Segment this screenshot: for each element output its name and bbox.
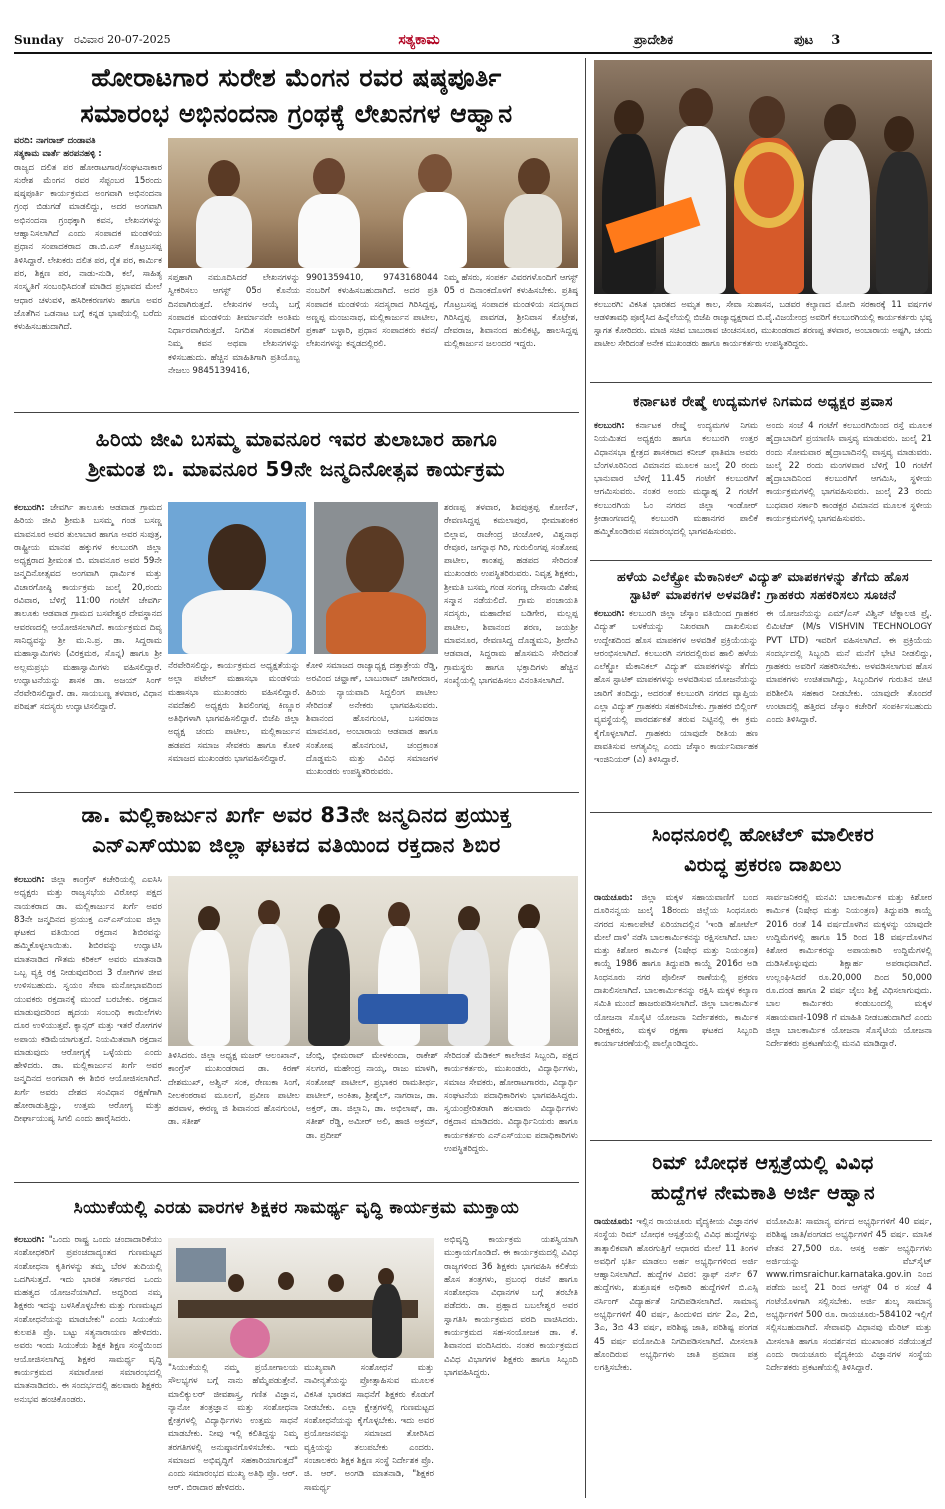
story4-rule <box>590 560 932 561</box>
masthead <box>14 28 932 52</box>
story4-headline: ಕರ್ನಾಟಕ ರೇಷ್ಮೆ ಉದ್ಯಮಗಳ ನಿಗಮದ ಅಧ್ಯಕ್ಷರ ಪ್ರವಾಸ <box>633 394 893 410</box>
story3-dateline: ಕಲಬುರಗಿ: <box>14 503 45 513</box>
story6-rule <box>14 1182 579 1183</box>
masthead-rule <box>14 52 932 54</box>
story6-dateline: ಕಲಬುರಗಿ: <box>14 875 45 885</box>
story2-caption: ಕಲಬುರಗಿ: ವಿಕಸಿತ ಭಾರತದ ಅಮೃತ ಕಾಲ, ಸೇವಾ ಸುಶಾಸನ, ಬಡವರ ಕಲ್ಯಾಣದ ಮೋದಿ ಸರಕಾರಕ್ಕೆ 11 ವರ್ಷಗಳ ಆಡಳಿತಾವಧಿ ಪೂರೈಸಿದ ಹಿನ್ನೆಲೆಯಲ್ಲಿ ಬಿಜೆಪಿ ರಾಜ್ಯಾಧ್ಯಕ್ಷರಾದ ಬಿ.ವೈ.ವಿಜಯೇಂದ್ರ ಅವರಿಗೆ ಕಲಬುರಗಿಯಲ್ಲಿ ಕಾರ್ಯಕರ್ತರು ಭವ್ಯ ಸ್ವಾಗತ ಕೋರಿದರು. ಮಾಜಿ ಸಚಿವ ಬಾಬುರಾವ ಚಿಂಚನಸೂರ, ಮುಖಂಡರಾದ ಶರಣಪ್ಪ ತಳವಾರ, ಅಂಬಾರಾಯ ಅಷ್ಟಗಿ, ಚಂದು ಪಾಟೀಲ ಸೇರಿದಂತೆ ಅನೇಕ ಮುಖಂಡರು ಹಾಗೂ ಕಾರ್ಯಕರ್ತರು ಉಪಸ್ಥಿತರಿದ್ದರು. <box>594 299 932 348</box>
story3-headline-line2: ಶ್ರೀಮಂತ ಬಿ. ಮಾವನೂರ 59ನೇ ಜನ್ಮದಿನೋತ್ಸವ ಕಾರ್ಯಕ್ರಮ <box>87 457 506 481</box>
story3-photo-woman <box>314 502 438 654</box>
story5-headline <box>594 568 932 604</box>
story5-dateline: ಕಲಬುರಗಿ: <box>594 609 625 619</box>
story1-body-d: ನಿಮ್ಮ ಹೆಸರು, ಸಂಪರ್ಕ ವಿವರಗಳೊಂದಿಗೆ ಆಗಸ್ಟ್ 05 ರ ದಿನಾಂಕದೊಳಗೆ ಕಳುಹಿಸಬೇಕು. ಪ್ರತಿಷ್ಠ ಗೊಟ್ರಬಸಪ್ಪ ಸಂಪಾದಕ ಮಂಡಳಿಯ ಸದಸ್ಯರಾದ ಗಿರಿಸಿದ್ದಪ್ಪ ಪಾವಗಡ, ಶ್ರೀನಿವಾಸ ಕೊಟ್ರೇಶ, ದೇವರಾಜ, ಶಿವಾನಂದ ಹುಲಿಕಟ್ಟಿ, ಹಾಲಸಿದ್ದಪ್ಪ ಮಲ್ಲಿಕಾರ್ಜುನ ಜಲಂದರ ಇದ್ದರು. <box>444 273 578 350</box>
story8-body-a: ರಾಯಚೂರು: ಇಲ್ಲಿನ ರಾಯಚೂರು ವೈದ್ಯಕೀಯ ವಿಜ್ಞಾನಗಳ ಸಂಸ್ಥೆಯ ರಿಮ್ ಬೋಧಕ ಆಸ್ಪತ್ರೆಯಲ್ಲಿ ವಿವಿಧ ಹುದ್ದೆಗಳನ್ನು ತಾತ್ಕಾಲಿಕವಾಗಿ ಹೊರಗುತ್ತಿಗೆ ಆಧಾರದ ಮೇಲೆ 11 ತಿಂಗಳ ಅವಧಿಗೆ ಭರ್ತಿ ಮಾಡಲು ಅರ್ಹ ಅಭ್ಯರ್ಥಿಗಳಿಂದ ಅರ್ಜಿ ಆಹ್ವಾನಿಸಲಾಗಿದೆ. ಹುದ್ದೆಗಳ ವಿವರ: ಸ್ಟಾಫ್ ನರ್ಸ್ 67 ಹುದ್ದೆಗಳು, ಶುಶ್ರೂಷಕ ಅಧಿಕಾರಿ ಹುದ್ದೆಗಳಿಗೆ ಬಿ.ಎಸ್ಸಿ ನರ್ಸಿಂಗ್ ವಿದ್ಯಾರ್ಹತೆ ನಿಗದಿಪಡಿಸಲಾಗಿದೆ. ಸಾಮಾನ್ಯ ಅಭ್ಯರ್ಥಿಗಳಿಗೆ 40 ವರ್ಷ, ಹಿಂದುಳಿದ ವರ್ಗ 2ಎ, 2ಬಿ, 3ಎ, 3ಬಿ 43 ವರ್ಷ, ಪರಿಶಿಷ್ಟ ಜಾತಿ, ಪರಿಶಿಷ್ಟ ಪಂಗಡ 45 ವರ್ಷ ವಯೋಮಿತಿ ನಿಗದಿಪಡಿಸಲಾಗಿದೆ. ಮೀಸಲಾತಿ ಹೊಂದಿರುವ ಅಭ್ಯರ್ಥಿಗಳು ಜಾತಿ ಪ್ರಮಾಣ ಪತ್ರ ಲಗತ್ತಿಸಬೇಕು. <box>594 1217 758 1374</box>
story3-body-d: ಶರಣಪ್ಪ ತಳವಾರ, ಶಿವಪುತ್ರಪ್ಪ ಕೋಣಿನ್, ರೇವಣಸಿದ್ದಪ್ಪ ಕಮಲಾಪುರ, ಭೀಮಾಶಂಕರ ಬಿಲ್ಲಾವ, ರಾಜೇಂದ್ರ ಚಿಂಚೋಳಿ, ವಿಶ್ವನಾಥ ರೇವೂರ, ಜಗನ್ನಾಥ ಗಿರಿ, ಗುರುಲಿಂಗಪ್ಪ ಸಂತೋಷ ಪಾಟೀಲ, ಕಾಂತಪ್ಪ ಹಡಪದ ಸೇರಿದಂತೆ ಮುಖಂಡರು ಉಪಸ್ಥಿತರಿರುವರು. ನಿವೃತ್ತ ಶಿಕ್ಷಕರು, ಶ್ರೀಮತಿ ಬಸಮ್ಮ ಗಂಡ ಸಂಗಣ್ಣ ದೇಸಾಯಿ ವಿಶೇಷ ಸನ್ಮಾನ ನಡೆಯಲಿದೆ. ಗ್ರಾಮ ಪಂಚಾಯತಿ ಸದಸ್ಯರು, ಮಹಾದೇವ ಬಡಿಗೇರ, ಮಲ್ಲಪ್ಪ ಪಾಟೀಲ, ಶಿವಾನಂದ ಶರಣ, ಜಯಶ್ರೀ ಮಾವನೂರ, ರೇವಣಸಿದ್ದ ದೊಡ್ಡಮನಿ, ಶ್ರೀದೇವಿ ಆಡವಾಡ, ಸಿದ್ದರಾಮ ಹೊಸಮನಿ ಸೇರಿದಂತೆ ಗ್ರಾಮಸ್ಥರು ಹಾಗೂ ಭಕ್ತಾದಿಗಳು ಹೆಚ್ಚಿನ ಸಂಖ್ಯೆಯಲ್ಲಿ ಭಾಗವಹಿಸಲು ವಿನಂತಿಸಲಾಗಿದೆ. <box>444 503 578 686</box>
story3-rule <box>14 792 579 793</box>
story7-body-a: ರಾಯಚೂರು: ಜಿಲ್ಲಾ ಮಕ್ಕಳ ಸಹಾಯವಾಣಿಗೆ ಬಂದ ದೂರಿನನ್ವಯ ಜುಲೈ 18ರಂದು ಜಿಲ್ಲೆಯ ಸಿಂಧನೂರು ನಗರದ ಸುಕಾಲಪೇಟೆ ಏರಿಯಾದಲ್ಲಿನ 'ಇಂಡಿ ಹೋಟೆಲ್ ಮೇಲೆ ದಾಳಿ' ನಡೆಸಿ ಬಾಲಕಾರ್ಮಿಕನನ್ನು ರಕ್ಷಿಸಲಾಗಿದೆ. ಬಾಲ ಮತ್ತು ಕಿಶೋರ ಕಾರ್ಮಿಕ (ನಿಷೇಧ ಮತ್ತು ನಿಯಂತ್ರಣ) ಕಾಯ್ದೆ 1986 ಹಾಗೂ ತಿದ್ದುಪಡಿ ಕಾಯ್ದೆ 2016ರ ಅಡಿ ಸಿಂಧನೂರು ನಗರ ಪೊಲೀಸ್ ಠಾಣೆಯಲ್ಲಿ ಪ್ರಕರಣ ದಾಖಲಿಸಲಾಗಿದೆ. ಬಾಲಕಾರ್ಮಿಕನನ್ನು ರಕ್ಷಿಸಿ ಮಕ್ಕಳ ಕಲ್ಯಾಣ ಸಮಿತಿ ಮುಂದೆ ಹಾಜರುಪಡಿಸಲಾಗಿದೆ. ಜಿಲ್ಲಾ ಬಾಲಕಾರ್ಮಿಕ ಯೋಜನಾ ಸೊಸೈಟಿ ಯೋಜನಾ ನಿರ್ದೇಶಕರು, ಕಾರ್ಮಿಕ ನಿರೀಕ್ಷಕರು, ಮಕ್ಕಳ ರಕ್ಷಣಾ ಘಟಕದ ಸಿಬ್ಬಂದಿ ಕಾರ್ಯಾಚರಣೆಯಲ್ಲಿ ಪಾಲ್ಗೊಂಡಿದ್ದರು. <box>594 893 758 1050</box>
story9-body-a: ಕಲಬುರಗಿ: "ಒಂದು ರಾಷ್ಟ್ರ ಒಂದು ಚಂದಾದಾರಿಕೆಯು ಸಂಶೋಧಕರಿಗೆ ಪ್ರಪಂಚದಾದ್ಯಂತದ ಗುಣಮಟ್ಟದ ಸಂಶೋಧನಾ ಕೃತಿಗಳನ್ನು ತಮ್ಮ ಬೆರಳ ತುದಿಯಲ್ಲಿ ಒದಗಿಸುತ್ತದೆ. ಇದು ಭಾರತ ಸರ್ಕಾರದ ಒಂದು ಮಹತ್ವದ ಯೋಜನೆಯಾಗಿದೆ. ಅದ್ದರಿಂದ ನಮ್ಮ ಶಿಕ್ಷಕರು ಇದನ್ನು ಬಳಸಿಕೊಳ್ಳಬೇಕು ಮತ್ತು ಗುಣಮಟ್ಟದ ಸಂಶೋಧನೆಯನ್ನು ಮಾಡಬೇಕು" ಎಂದು ಸಿಯುಕೆಯ ಕುಲಪತಿ ಪ್ರೊ. ಬಟ್ಟು ಸತ್ಯನಾರಾಯಣ ಹೇಳಿದರು. ಅವರು ಇಂದು ಸಿಯುಕೆಯ ಶಿಕ್ಷಕ ಶಿಕ್ಷಣ ಸಂಸ್ಥೆಯಿಂದ ಆಯೋಜಿಸಲಾಗಿದ್ದ ಶಿಕ್ಷಕರ ಸಾಮರ್ಥ್ಯ ವೃದ್ಧಿ ಕಾರ್ಯಕ್ರಮದ ಸಮಾರೋಪ ಸಮಾರಂಭದಲ್ಲಿ ಮಾತನಾಡಿದರು. ಈ ಸಂದರ್ಭದಲ್ಲಿ ಹಲವಾರು ಶಿಕ್ಷಕರು ಅನುಭವ ಹಂಚಿಕೊಂಡರು. <box>14 1235 162 1405</box>
story6-headline <box>14 800 579 860</box>
masthead-section: ಪ್ರಾದೇಶಿಕ <box>634 32 674 48</box>
story3-body-a: ಕಲಬುರಗಿ: ಜೇವರ್ಗಿ ತಾಲೂಕು ಆಡವಾಡ ಗ್ರಾಮದ ಹಿರಿಯ ಜೀವಿ ಶ್ರೀಮತಿ ಬಸಮ್ಮ ಗಂಡ ಬಸಣ್ಣ ಮಾವನೂರ ಅವರ ತುಲಾಬಾರ ಹಾಗೂ ಅವರ ಸುಪುತ್ರ, ರಾಷ್ಟ್ರೀಯ ಮಾನವ ಹಕ್ಕುಗಳ ಕಲಬುರಗಿ ಜಿಲ್ಲಾ ಅಧ್ಯಕ್ಷರಾದ ಶ್ರೀಮಂತ ಬಿ. ಮಾವನೂರ ಅವರ 59ನೇ ಜನ್ಮದಿನೋತ್ಸವದ ಅಂಗವಾಗಿ ಧಾರ್ಮಿಕ ಮತ್ತು ವಿಚಾರಗೋಷ್ಠಿ ಕಾರ್ಯಕ್ರಮ ಜುಲೈ 20,ರಂದು ರವಿವಾರ, ಬೆಳಿಗ್ಗೆ 11:00 ಗಂಟೆಗೆ ಜೇವರ್ಗಿ ತಾಲೂಕು ಆಡವಾಡ ಗ್ರಾಮದ ಬಸವೇಶ್ವರ ದೇವಸ್ಥಾನದ ಆವರಣದಲ್ಲಿ ಆಯೋಜಿಸಲಾಗಿದೆ. ಕಾರ್ಯಕ್ರಮದ ದಿವ್ಯ ಸಾನಿಧ್ಯವನ್ನು ಶ್ರೀ ಮ.ನಿ.ಪ್ರ. ಡಾ. ಸಿದ್ದರಾಮ ಮಹಾಸ್ವಾಮಿಗಳು (ವಿರಕ್ತಮಠ, ಸೊನ್ನ) ಹಾಗೂ ಶ್ರೀ ಅಲ್ಲಮಪ್ರಭು ಮಹಾಸ್ವಾಮಿಗಳು ವಹಿಸಲಿದ್ದಾರೆ. ಉದ್ಘಾಟನೆಯನ್ನು ಶಾಸಕ ಡಾ. ಅಜಯ್ ಸಿಂಗ್ ನೆರವೇರಿಸಲಿದ್ದಾರೆ. ಡಾ. ಸಾಯಬಣ್ಣ ತಳವಾರ, ವಿಧಾನ ಪರಿಷತ್ ಸದಸ್ಯರು ಉದ್ಘಾಟಿಸಲಿದ್ದಾರೆ. <box>14 503 162 713</box>
story9-body-c: ಮುಖ್ಯವಾಗಿ ಸಂಶೋಧನೆ ಮತ್ತು ನಾವೀನ್ಯತೆಯನ್ನು ಪ್ರೋತ್ಸಾಹಿಸುವ ಮೂಲಕ ವಿಕಸಿತ ಭಾರತದ ಸಾಧನೆಗೆ ಶಿಕ್ಷಕರು ಕೊಡುಗೆ ನೀಡಬೇಕು. ಎಲ್ಲಾ ಕ್ಷೇತ್ರಗಳಲ್ಲಿ ಗುಣಮಟ್ಟದ ಸಂಶೋಧನೆಯನ್ನು ಕೈಗೊಳ್ಳಬೇಕು. ಇದು ಅವರ ಪ್ರಯೋಜನವನ್ನು ಸಮಾಜದ ತೋರಿಸಿದ ವ್ಯಕ್ತಿಯನ್ನು ತಲುಪಬೇಕು ಎಂದರು. ಸಂಚಾಲಕರು ಶಿಕ್ಷಕ ಶಿಕ್ಷಣ ಸಂಸ್ಥೆ ನಿರ್ದೇಶಕ ಪ್ರೊ. ಜಿ. ಆರ್. ಅಂಗಡಿ ಮಾತನಾಡಿ, "ಶಿಕ್ಷಕರ ಸಾಮರ್ಥ್ಯ <box>304 1363 434 1493</box>
story9-body-b: "ಸಿಯುಕೆಯಲ್ಲಿ ನಮ್ಮ ಪ್ರಯೋಗಾಲಯ ಸೌಲಭ್ಯಗಳ ಬಗ್ಗೆ ನಾನು ಹೆಮ್ಮೆಪಡುತ್ತೇನೆ. ಮಾಲಿಕ್ಯುಲರ್ ಜೀವಶಾಸ್ತ್ರ, ಗಣಿತ ವಿಜ್ಞಾನ, ನ್ಯಾನೋ ತಂತ್ರಜ್ಞಾನ ಮತ್ತು ಸಂಶೋಧನಾ ಕ್ಷೇತ್ರಗಳಲ್ಲಿ ವಿದ್ಯಾರ್ಥಿಗಳು ಉತ್ತಮ ಸಾಧನೆ ಮಾಡಬೇಕು. ನೀವು ಇಲ್ಲಿ ಕಲಿತಿದ್ದನ್ನು ನಿಮ್ಮ ತರಗತಿಗಳಲ್ಲಿ ಅನುಷ್ಠಾನಗೊಳಿಸಬೇಕು. ಇದು ಸಮಾಜದ ಅಭಿವೃದ್ಧಿಗೆ ಸಹಕಾರಿಯಾಗುತ್ತದೆ" ಎಂದು ಸಮಾರಂಭದ ಮುಖ್ಯ ಅತಿಥಿ ಪ್ರೊ. ಆರ್. ಆರ್. ಬಿರಾದಾರ ಹೇಳಿದರು. <box>168 1363 298 1493</box>
masthead-date: ರವಿವಾರ 20-07-2025 <box>74 33 171 46</box>
story7-headline-line2: ವಿರುದ್ಧ ಪ್ರಕರಣ ದಾಖಲು <box>684 854 842 876</box>
page-label: ಪುಟ <box>794 32 814 48</box>
story3-headline <box>14 424 579 484</box>
masthead-page <box>794 33 914 48</box>
story6-body-d: ಸೇರಿದಂತೆ ಮೆಡಿಕಲ್ ಕಾಲೇಜಿನ ಸಿಬ್ಬಂದಿ, ಪಕ್ಷದ ಕಾರ್ಯಕರ್ತರು, ಮುಖಂಡರು, ವಿದ್ಯಾರ್ಥಿಗಳು, ಸಮಾಜ ಸೇವಕರು, ಹೋರಾಟಗಾರರು, ವಿದ್ಯಾರ್ಥಿ ಸಂಘಟನೆಯ ಪದಾಧಿಕಾರಿಗಳು ಭಾಗವಹಿಸಿದ್ದರು. ಸ್ವಯಂಪ್ರೇರಿತರಾಗಿ ಹಲವಾರು ವಿದ್ಯಾರ್ಥಿಗಳು ರಕ್ತದಾನ ಮಾಡಿದರು. ವಿದ್ಯಾರ್ಥಿನಿಯರು ಹಾಗೂ ಕಾರ್ಯಕರ್ತರು ಎನ್‌ಎಸ್‌ಯುಐ ಪದಾಧಿಕಾರಿಗಳು ಉಪಸ್ಥಿತರಿದ್ದರು. <box>444 1051 578 1155</box>
story1-headline-line1: ಹೋರಾಟಗಾರ ಸುರೇಶ ಮೆಂಗನ ರವರ ಷಷ್ಠಪೂರ್ತಿ <box>91 63 502 92</box>
story7-dateline: ರಾಯಚೂರು: <box>594 893 633 903</box>
story6-headline-line1: ಡಾ. ಮಲ್ಲಿಕಾರ್ಜುನ ಖರ್ಗೆ ಅವರ 83ನೇ ಜನ್ಮದಿನದ ಪ್ರಯುಕ್ತ <box>81 803 512 827</box>
story9-body-d: ಅಭಿವೃದ್ಧಿ ಕಾರ್ಯಕ್ರಮ ಯಶಸ್ವಿಯಾಗಿ ಮುಕ್ತಾಯಗೊಂಡಿದೆ. ಈ ಕಾರ್ಯಕ್ರಮದಲ್ಲಿ ವಿವಿಧ ರಾಜ್ಯಗಳಿಂದ 36 ಶಿಕ್ಷಕರು ಭಾಗವಹಿಸಿ ಕಲಿಕೆಯ ಹೊಸ ತಂತ್ರಗಳು, ಪ್ರಬಂಧ ರಚನೆ ಹಾಗೂ ಸಂಶೋಧನಾ ವಿಧಾನಗಳ ಬಗ್ಗೆ ತರಬೇತಿ ಪಡೆದರು. ಡಾ. ಪ್ರಹ್ಲಾದ ಬಬಲೇಶ್ವರ ಅವರ ಸ್ವಾಗತಿಸಿ ಕಾರ್ಯಕ್ರಮದ ವರದಿ ವಾಚಿಸಿದರು. ಕಾರ್ಯಕ್ರಮದ ಸಹ-ಸಂಯೋಜಕ ಡಾ. ಕೆ. ಶಿವಾನಂದ ವಂದಿಸಿದರು. ನಂತರ ಕಾರ್ಯಕ್ರಮದ ವಿವಿಧ ವಿಭಾಗಗಳ ಶಿಕ್ಷಕರು ಹಾಗೂ ಸಿಬ್ಬಂದಿ ಭಾಗವಹಿಸಿದ್ದರು. <box>444 1235 578 1378</box>
story1-body-b: ಸಪ್ತಹಾಗಿ ನಮೂದಿಸಿದರೆ ಲೇಖನಗಳನ್ನು ಸ್ವೀಕರಿಸಲು ಆಗಸ್ಟ್ 05ರ ಕೊನೆಯ ದಿನವಾಗಿರುತ್ತದೆ. ಲೇಖನಗಳ ಆಯ್ಕೆ ಬಗ್ಗೆ ಸಂಪಾದಕ ಮಂಡಳಿಯ ತೀರ್ಮಾನವೇ ಅಂತಿಮ ನಿರ್ಧಾರವಾಗಿರುತ್ತದೆ. ನಿಗದಿತ ಸಂಪಾದಕರಿಗೆ ನಿಮ್ಮ ಕವನ ಅಥವಾ ಲೇಖನಗಳನ್ನು ಕಳಿಸಬಹುದು. ಹೆಚ್ಚಿನ ಮಾಹಿತಿಗಾಗಿ ಪ್ರತಿಯೊಬ್ಬ ನೇಜಲು 9845139416, <box>168 273 300 377</box>
story5-headline-line2: ಸ್ಟಾಟಿಕ್ ಮಾಪಕಗಳ ಅಳವಡಿಕೆ: ಗ್ರಾಹಕರು ಸಹಕರಿಸಲು ಸೂಚನೆ <box>629 587 897 602</box>
story7-body-b: ಸಾರ್ವಜನಿಕರಲ್ಲಿ ಮನವಿ: ಬಾಲಕಾರ್ಮಿಕ ಮತ್ತು ಕಿಶೋರ ಕಾರ್ಮಿಕ (ನಿಷೇಧ ಮತ್ತು ನಿಯಂತ್ರಣ) ತಿದ್ದುಪಡಿ ಕಾಯ್ದೆ 2016 ರಂತೆ 14 ವರ್ಷದೊಳಗಿನ ಮಕ್ಕಳನ್ನು ಯಾವುದೇ ಉದ್ದಿಮೆಗಳಲ್ಲಿ ಹಾಗೂ 15 ರಿಂದ 18 ವರ್ಷದೊಳಗಿನ ಕಿಶೋರ ಕಾರ್ಮಿಕರನ್ನು ಅಪಾಯಕಾರಿ ಉದ್ದಿಮೆಗಳಲ್ಲಿ ದುಡಿಸಿಕೊಳ್ಳುವುದು ಶಿಕ್ಷಾರ್ಹ ಅಪರಾಧವಾಗಿದೆ. ಉಲ್ಲಂಘಿಸಿದರೆ ರೂ.20,000 ದಿಂದ 50,000 ರೂ.ದಂಡ ಹಾಗೂ 2 ವರ್ಷ ಜೈಲು ಶಿಕ್ಷೆ ವಿಧಿಸಲಾಗುವುದು. ಬಾಲ ಕಾರ್ಮಿಕರು ಕಂಡುಬಂದಲ್ಲಿ ಮಕ್ಕಳ ಸಹಾಯವಾಣಿ-1098 ಗೆ ಮಾಹಿತಿ ನೀಡಬಹುದಾಗಿದೆ ಎಂದು ಜಿಲ್ಲಾ ಬಾಲಕಾರ್ಮಿಕ ಯೋಜನಾ ಸೊಸೈಟಿಯ ಯೋಜನಾ ನಿರ್ದೇಶಕರು ಪ್ರಕಟಣೆಯಲ್ಲಿ ಮನವಿ ಮಾಡಿದ್ದಾರೆ. <box>766 893 932 1050</box>
page-number: 3 <box>831 32 841 48</box>
story6-photo <box>168 876 578 1046</box>
story1-photo <box>168 138 578 268</box>
column-divider <box>585 58 586 1498</box>
story6-headline-line2: ಎನ್‌ಎಸ್‌ಯುಐ ಜಿಲ್ಲಾ ಘಟಕದ ವತಿಯಿಂದ ರಕ್ತದಾನ ಶಿಬಿರ <box>92 833 501 857</box>
story2-photo <box>594 60 932 294</box>
story1-body-c: 9901359410, 9743168044 ನಂಬರಿಗೆ ಕಳುಹಿಸಬಹುದಾಗಿದೆ. ಅದರ ಪ್ರತಿ ಸಂಪಾದಕ ಮಂಡಳಿಯ ಸದಸ್ಯರಾದ ಗಿರಿಸಿದ್ದಪ್ಪ, ಅಣ್ಣಪ್ಪ ಮಂಜುನಾಥ, ಮಲ್ಲಿಕಾರ್ಜುನ ಪಾಟೀಲ, ಪ್ರಕಾಶ್ ಬಳ್ಳಾರಿ, ಪ್ರಧಾನ ಸಂಪಾದಕರು ಕವನ/ಲೇಖನಗಳನ್ನು ಕನ್ನಡದಲ್ಲಿರಲಿ. <box>306 273 438 350</box>
story1-dateline: ಸತ್ಯಕಾಮ ವಾರ್ತೆ ಹರಪನಹಳ್ಳಿ : <box>14 149 102 160</box>
story9-headline: ಸಿಯುಕೆಯಲ್ಲಿ ಎರಡು ವಾರಗಳ ಶಿಕ್ಷಕರ ಸಾಮರ್ಥ್ಯ ವೃದ್ಧಿ ಕಾರ್ಯಕ್ರಮ ಮುಕ್ತಾಯ <box>73 1198 520 1218</box>
story4-body-b: ಅಂದು ಸಂಜೆ 4 ಗಂಟೆಗೆ ಕಲಬುರಗಿಯಿಂದ ರಸ್ತೆ ಮೂಲಕ ಹೈದ್ರಾಬಾದಿಗೆ ಪ್ರಯಾಣಿಸಿ ವಾಸ್ತವ್ಯ ಮಾಡುವರು. ಜುಲೈ 21 ರಂದು ಸೋಮವಾರ ಹೈದ್ರಾಬಾದಿನಲ್ಲಿ ವಾಸ್ತವ್ಯ ಮಾಡುವರು. ಜುಲೈ 22 ರಂದು ಮಂಗಳವಾರ ಬೆಳಿಗ್ಗೆ 10 ಗಂಟೆಗೆ ಹೈದ್ರಾಬಾದಿನಿಂದ ಕಲಬುರಗಿಗೆ ಆಗಮಿಸಿ, ಸ್ಥಳೀಯ ಕಾರ್ಯಕ್ರಮಗಳಲ್ಲಿ ಭಾಗವಹಿಸುವರು. ಜುಲೈ 23 ರಂದು ಬುಧವಾರ ಸರ್ಕಾರಿ ಕಾಂಡಕ್ಟರ ವಿಮಾನದ ಮೂಲಕ ಸ್ಥಳೀಯ ಕಾರ್ಯಕ್ರಮಗಳಲ್ಲಿ ಭಾಗವಹಿಸುವರು. <box>766 421 932 525</box>
story1-byline: ವರದಿ: ನಾಗರಾಜ್ ದಂಡಾವತಿ <box>14 136 96 146</box>
story5-body-b: ಈ ಯೋಜನೆಯನ್ನು ಎಮ್/ಎಸ್ ವಿಶ್ವಿನ್ ಟೆಕ್ನಾಲಜಿ ಪ್ರೈ. ಲಿಮಿಟೆಡ್ (M/s VISHVIN TECHNOLOGY PVT LTD) ಇವರಿಗೆ ವಹಿಸಲಾಗಿದೆ. ಈ ಪ್ರಕ್ರಿಯೆಯ ಸಂದರ್ಭದಲ್ಲಿ ಸಿಬ್ಬಂದಿ ಮನೆ ಮನೆಗೆ ಭೇಟಿ ನೀಡಲಿದ್ದು, ಗ್ರಾಹಕರು ಅವರಿಗೆ ಸಹಕರಿಸಬೇಕು. ಅಳವಡಿಸಲಾಗುವ ಹೊಸ ಮಾಪಕಗಳು ಉಚಿತವಾಗಿದ್ದು, ಸಿಬ್ಬಂದಿಗಳ ಗುರುತಿನ ಚೀಟಿ ಪರಿಶೀಲಿಸಿ ಸಹಕಾರ ನೀಡಬೇಕು. ಯಾವುದೇ ತೊಂದರೆ ಉಂಟಾದಲ್ಲಿ ಹತ್ತಿರದ ಜೆಸ್ಕಾಂ ಕಚೇರಿಗೆ ಸಂಪರ್ಕಿಸಬಹುದು ಎಂದು ತಿಳಿಸಿದ್ದಾರೆ. <box>766 609 932 726</box>
story7-rule <box>590 1140 932 1141</box>
story6-body-a: ಕಲಬುರಗಿ: ಜಿಲ್ಲಾ ಕಾಂಗ್ರೆಸ್ ಕಚೇರಿಯಲ್ಲಿ ಎಐಸಿಸಿ ಅಧ್ಯಕ್ಷರು ಮತ್ತು ರಾಜ್ಯಸಭೆಯ ವಿರೋಧ ಪಕ್ಷದ ನಾಯಕರಾದ ಡಾ. ಮಲ್ಲಿಕಾರ್ಜುನ ಖರ್ಗೆ ಅವರ 83ನೇ ಜನ್ಮದಿನದ ಪ್ರಯುಕ್ತ ಎನ್‌ಎಸ್‌ಯುಐ ಜಿಲ್ಲಾ ಘಟಕದ ವತಿಯಿಂದ ರಕ್ತದಾನ ಶಿಬಿರವನ್ನು ಹಮ್ಮಿಕೊಳ್ಳಲಾಯಿತು. ಶಿಬಿರವನ್ನು ಉದ್ಘಾಟಿಸಿ ಮಾತನಾಡಿದ ಗೌತಮ ಕರಿಕಲ್ ಅವರು ಮಾತನಾಡಿ ಒಬ್ಬ ವ್ಯಕ್ತಿ ರಕ್ತ ನೀಡುವುದರಿಂದ 3 ರೋಗಿಗಳ ಜೀವ ಉಳಿಸಬಹುದು. ಸ್ವಯಂ ಸೇವಾ ಮನೋಭಾವದಿಂದ ಯುವಕರು ರಕ್ತದಾನಕ್ಕೆ ಮುಂದೆ ಬರಬೇಕು. ರಕ್ತದಾನ ಮಾಡುವುದರಿಂದ ಹೃದಯ ಸಂಬಂಧಿ ಕಾಯಿಲೆಗಳು ದೂರ ಉಳಿಯುತ್ತವೆ. ಕ್ಯಾನ್ಸರ್ ಮತ್ತು ಇತರೆ ರೋಗಗಳ ಅಪಾಯ ಕಡಿಮೆಯಾಗುತ್ತದೆ. ನಿಯಮಿತವಾಗಿ ರಕ್ತದಾನ ಮಾಡುವುದು ಆರೋಗ್ಯಕ್ಕೆ ಒಳ್ಳೆಯದು ಎಂದು ಹೇಳಿದರು. ಡಾ. ಮಲ್ಲಿಕಾರ್ಜುನ ಖರ್ಗೆ ಅವರ ಜನ್ಮದಿನದ ಅಂಗವಾಗಿ ಈ ಶಿಬಿರ ಆಯೋಜಿಸಲಾಗಿದೆ. ಖರ್ಗೆ ಅವರು ದೇಶದ ಸಂವಿಧಾನ ರಕ್ಷಣೆಗಾಗಿ ಹೋರಾಡುತ್ತಿದ್ದು, ಉತ್ತಮ ಆರೋಗ್ಯ ಮತ್ತು ದೀರ್ಘಾಯುಷ್ಯ ಸಿಗಲಿ ಎಂದು ಹಾರೈಸಿದರು. <box>14 875 162 1125</box>
story1-rule <box>14 412 579 413</box>
story9-photo <box>168 1238 434 1358</box>
story3-body-c: ಕೋಳಿ ಸಮಾಜದ ರಾಜ್ಯಾಧ್ಯಕ್ಷ ದತ್ತಾತ್ರೇಯ ರೆಡ್ಡಿ, ಅರವಿಂದ ಚವ್ಹಾಣ್, ಬಾಬುರಾವ್ ಜಾಗೀರದಾರ, ಹಿರಿಯ ನ್ಯಾಯವಾದಿ ಸಿದ್ದಲಿಂಗ ಪಾಟೀಲ ಸೇರಿದಂತೆ ಅನೇಕರು ಭಾಗವಹಿಸುವರು. ಶಿವಾನಂದ ಹೊನಗುಂಟಿ, ಬಸವರಾಜ ಮಾವನೂರ, ಅಂಬಾರಾಯ ಆಡವಾಡ ಹಾಗೂ ಸಂತೋಷ ಹೊನಗುಂಟಿ, ಚಂದ್ರಕಾಂತ ದೊಡ್ಡಮನಿ ಮತ್ತು ವಿವಿಧ ಸಮಾಜಗಳ ಮುಖಂಡರು ಉಪಸ್ಥಿತರಿರುವರು. <box>306 661 438 778</box>
masthead-brand: ಸತ್ಯಕಾಮ <box>398 32 440 48</box>
story5-rule <box>590 812 932 813</box>
story1-headline <box>14 60 579 132</box>
story8-headline-line2: ಹುದ್ದೆಗಳ ನೇಮಕಾತಿ ಅರ್ಜಿ ಆಹ್ವಾನ <box>650 1182 876 1204</box>
story8-headline <box>594 1148 932 1208</box>
story3-headline-line1: ಹಿರಿಯ ಜೀವಿ ಬಸಮ್ಮ ಮಾವನೂರ ಇವರ ತುಲಾಬಾರ ಹಾಗೂ <box>95 427 498 451</box>
story8-headline-line1: ರಿಮ್ ಬೋಧಕ ಆಸ್ಪತ್ರೆಯಲ್ಲಿ ವಿವಿಧ <box>652 1152 874 1174</box>
story2-rule <box>590 382 932 383</box>
story4-dateline: ಕಲಬುರಗಿ: <box>594 421 625 431</box>
story5-body-a: ಕಲಬುರಗಿ: ಕಲಬುರಗಿ ಜಿಲ್ಲಾ ಜೆಸ್ಕಾಂ ವತಿಯಿಂದ ಗ್ರಾಹಕರ ವಿದ್ಯುತ್ ಬಳಕೆಯನ್ನು ನಿಖರವಾಗಿ ದಾಖಲಿಸುವ ಉದ್ದೇಶದಿಂದ ಹೊಸ ಮಾಪಕಗಳ ಅಳವಡಿಕೆ ಪ್ರಕ್ರಿಯೆಯನ್ನು ಆರಂಭಿಸಲಾಗಿದೆ. ಕಲಬುರಗಿ ನಗರದಲ್ಲಿರುವ ಹಾಲಿ ಹಳೆಯ ಎಲೆಕ್ಟ್ರೋ ಮೆಕಾನಿಕಲ್ ವಿದ್ಯುತ್ ಮಾಪಕಗಳನ್ನು ತೆಗೆದು ಹೊಸ ಸ್ಟಾಟಿಕ್ ಮಾಪಕಗಳನ್ನು ಅಳವಡಿಸುವ ಯೋಜನೆಯನ್ನು ಜಾರಿಗೆ ತಂದಿದ್ದು, ಅದರಂತೆ ಕಲಬುರಗಿ ನಗರದ ವ್ಯಾಪ್ತಿಯ ಎಲ್ಲಾ ವಿದ್ಯುತ್ ಗ್ರಾಹಕರು ಸಹಕರಿಸಬೇಕು. ಗ್ರಾಹಕರ ಬಿಲ್ಲಿಂಗ್ ವ್ಯವಸ್ಥೆಯಲ್ಲಿ ಪಾರದರ್ಶಕತೆ ತರುವ ನಿಟ್ಟಿನಲ್ಲಿ ಈ ಕ್ರಮ ಕೈಗೊಳ್ಳಲಾಗಿದೆ. ಗ್ರಾಹಕರು ಯಾವುದೇ ರೀತಿಯ ಹಣ ಪಾವತಿಸುವ ಅಗತ್ಯವಿಲ್ಲ ಎಂದು ಜೆಸ್ಕಾಂ ಕಾರ್ಯನಿರ್ವಾಹಕ ಇಂಜಿನಿಯರ್ (ವಿ) ತಿಳಿಸಿದ್ದಾರೆ. <box>594 609 758 766</box>
story1-text-a: ರಾಜ್ಯದ ದಲಿತ ಪರ ಹೋರಾಟಗಾರ/ಸಂಘಟನಾಕಾರ ಸುರೇಶ ಮೆಂಗನ ರವರ ಸೆಪ್ಟಂಬರ 15ರಂದು ಷಷ್ಠಪೂರ್ತಿ ಕಾರ್ಯಕ್ರಮದ ಅಂಗವಾಗಿ ಅಭಿನಂದನಾ ಗ್ರಂಥ ಬಿಡುಗಡೆ ಮಾಡಲಿದ್ದು, ಅದರ ಅಂಗವಾಗಿ ಅಭಿನಂದನಾ ಗ್ರಂಥಕ್ಕಾಗಿ ಕವನ, ಲೇಖನಗಳನ್ನು ಆಹ್ವಾನಿಸಲಾಗಿದೆ ಎಂದು ಸಂಪಾದಕ ಮಂಡಳಿಯ ಪ್ರಧಾನ ಸಂಪಾದಕರಾದ ಡಾ.ಬಿ.ಎಸ್ ಕೊಟ್ರಬಸಪ್ಪ ತಿಳಿಸಿದ್ದಾರೆ. ಲೇಖಕರು ದಲಿತ ಪರ, ರೈತ ಪರ, ಕಾರ್ಮಿಕ ಪರ, ಶಿಕ್ಷಣ ಪರ, ನಾಡು-ನುಡಿ, ಕಲೆ, ಸಾಹಿತ್ಯ ಸಂಸ್ಕೃತಿಗೆ ಸಂಬಂಧಿಸಿದಂತೆ ಮಾಡಿದ ಪ್ರಭಾವದ ಮೇಲೆ ಆಧಾರ ಚಳುವಳಿ, ಹಸಿರೀಕರಣಗಳು ಹಾಗೂ ಅವರ ಜೊತೆಗಿನ ಒಡನಾಟ ಬಗ್ಗೆ ಕನ್ನಡ ಭಾಷೆಯಲ್ಲಿ ಬರೆದು ಕಳುಹಿಸಬಹುದಾಗಿದೆ. <box>14 162 162 333</box>
story4-body-a: ಕಲಬುರಗಿ: ಕರ್ನಾಟಕ ರೇಷ್ಮೆ ಉದ್ಯಮಗಳ ನಿಗಮ ನಿಯಮಿತದ ಅಧ್ಯಕ್ಷರು ಹಾಗೂ ಕಲಬುರಗಿ ಉತ್ತರ ವಿಧಾನಸಭಾ ಕ್ಷೇತ್ರದ ಶಾಸಕರಾದ ಕನೀಜ್ ಫಾತಿಮಾ ಅವರು ಬೆಂಗಳೂರಿನಿಂದ ವಿಮಾನದ ಮೂಲಕ ಜುಲೈ 20 ರಂದು ಭಾನುವಾರ ಬೆಳಿಗ್ಗೆ 11.45 ಗಂಟೆಗೆ ಕಲಬುರಗಿಗೆ ಆಗಮಿಸುವರು. ನಂತರ ಅಂದು ಮಧ್ಯಾಹ್ನ 2 ಗಂಟೆಗೆ ಕಲಬುರಗಿಯ ಓಂ ನಗರದ ಜಿಲ್ಲಾ ಇಂಡೋರ್ ಕ್ರೀಡಾಂಗಣದಲ್ಲಿ ಕಲಬುರಗಿ ಮಹಾನಗರ ಪಾಲಿಕೆ ಹಮ್ಮಿಕೊಂಡಿರುವ ಸಮಾರಂಭದಲ್ಲಿ ಭಾಗವಹಿಸುವರು. <box>594 421 758 538</box>
story8-dateline: ರಾಯಚೂರು: <box>594 1217 633 1227</box>
story6-body-c: ಜೆಂಬ್ಗಿ, ಭೀಮರಾವ್ ಮೇಳಕುಂದಾ, ರಾಕೇಶ್ ಸಲಗರ, ಮಹೇಂದ್ರ ನಾಯ್ಕ, ರಾಜು ಮಾಳಗಿ, ಸಂತೋಷ್ ಪಾಟೀಲ್, ಪ್ರಭಾಕರ ರಾಮತೀರ್ಥ, ಪಾಟೀಲ್, ಅಂಕಿತಾ, ಶ್ರೀಶೈಲ್, ನಾಗರಾಜ, ಡಾ. ಅಕ್ತರ್, ಡಾ. ಜಿಲ್ಲಾನಿ, ಡಾ. ಅಭಿಲಾಷ್, ಡಾ. ಸತೀಶ್ ರೆಡ್ಡಿ, ಅಮೀರ್ ಅಲಿ, ಹಾಜಿ ಅಕ್ರಮ್, ಡಾ. ಪ್ರದೀಪ್ <box>306 1051 438 1141</box>
story5-headline-line1: ಹಳೆಯ ಎಲೆಕ್ಟ್ರೋ ಮೆಕಾನಿಕಲ್ ವಿದ್ಯುತ್ ಮಾಪಕಗಳನ್ನು ತೆಗೆದು ಹೊಸ <box>616 569 910 584</box>
story7-headline-line1: ಸಿಂಧನೂರಲ್ಲಿ ಹೋಟೆಲ್ ಮಾಲೀಕರ <box>651 824 875 846</box>
story6-body-b: ತಿಳಿಸಿದರು. ಜಿಲ್ಲಾ ಅಧ್ಯಕ್ಷ ಮಜರ್ ಆಲಂಖಾನ್, ಕಾಂಗ್ರೆಸ್ ಮುಖಂಡರಾದ ಡಾ. ಕಿರಣ್ ದೇಶಮುಖ್, ಅಶ್ವಿನ್ ಸಂಕ, ರೇಣುಕಾ ಸಿಂಗೆ, ನೀಲಕಂಠರಾವ ಮೂಲಗೆ, ಪ್ರವೀಣ ಪಾಟೀಲ ಹರವಾಳ, ಈರಣ್ಣ ಜಿ ಶಿವಾನಂದ ಹೊನಗುಂಟಿ, ಡಾ. ಸತೀಶ್ <box>168 1051 300 1128</box>
story1-body-a <box>14 135 162 405</box>
story3-photo-man <box>168 502 306 654</box>
story1-headline-line2: ಸಮಾರಂಭ ಅಭಿನಂದನಾ ಗ್ರಂಥಕ್ಕೆ ಲೇಖನಗಳ ಆಹ್ವಾನ <box>80 99 513 128</box>
story9-dateline: ಕಲಬುರಗಿ: <box>14 1235 45 1245</box>
story3-body-b: ನೆರವೇರಿಸಲಿದ್ದು, ಕಾರ್ಯಕ್ರಮದ ಅಧ್ಯಕ್ಷತೆಯನ್ನು ಅಲ್ಲಾ ಪಟೇಲ್ ಮಹಾಸಭಾ ಮಂಡಳಿಯ ಮಹಾಸಭಾ ಮುಖಂಡರು ವಹಿಸಲಿದ್ದಾರೆ. ನವದೆಹಲಿ ಅಧ್ಯಕ್ಷರು ಶಿವಲಿಂಗಪ್ಪ ಕಿಣ್ಣೂರ ಅತಿಥಿಗಳಾಗಿ ಭಾಗವಹಿಸಲಿದ್ದಾರೆ. ಬಿಜೆಪಿ ಜಿಲ್ಲಾ ಅಧ್ಯಕ್ಷ ಚಂದು ಪಾಟೀಲ, ಮಲ್ಲಿಕಾರ್ಜುನ ಹಡಪದ ಸಮಾಜ ಸೇವಕರು ಹಾಗೂ ಕೋಳಿ ಸಮಾಜದ ಮುಖಂಡರು ಭಾಗವಹಿಸಲಿದ್ದಾರೆ. <box>168 661 300 765</box>
story8-body-b: ವಯೋಮಿತಿ: ಸಾಮಾನ್ಯ ವರ್ಗದ ಅಭ್ಯರ್ಥಿಗಳಿಗೆ 40 ವರ್ಷ, ಪರಿಶಿಷ್ಟ ಜಾತಿ/ಪಂಗಡದ ಅಭ್ಯರ್ಥಿಗಳಿಗೆ 45 ವರ್ಷ. ಮಾಸಿಕ ವೇತನ 27,500 ರೂ. ಆಸಕ್ತ ಅರ್ಹ ಅಭ್ಯರ್ಥಿಗಳು ಅರ್ಜಿಯನ್ನು ವೆಬ್‌ಸೈಟ್ www.rimsraichur.karnataka.gov.in ನಿಂದ ಪಡೆದು ಜುಲೈ 21 ರಿಂದ ಆಗಸ್ಟ್ 04 ರ ಸಂಜೆ 4 ಗಂಟೆಯೊಳಗಾಗಿ ಸಲ್ಲಿಸಬೇಕು. ಅರ್ಜಿ ಶುಲ್ಕ ಸಾಮಾನ್ಯ ಅಭ್ಯರ್ಥಿಗಳಿಗೆ 500 ರೂ. ರಾಯಚೂರು-584102 ಇಲ್ಲಿಗೆ ಸಲ್ಲಿಸಬಹುದಾಗಿದೆ. ಸೇವಾವಧಿ ವಿಧಾನವು ಮೆರಿಟ್ ಮತ್ತು ಮೀಸಲಾತಿ ಹಾಗೂ ಸಂದರ್ಶನದ ಮುಖಾಂತರ ನಡೆಯುತ್ತದೆ ಎಂದು ರಾಯಚೂರು ವೈದ್ಯಕೀಯ ವಿಜ್ಞಾನಗಳ ಸಂಸ್ಥೆಯ ನಿರ್ದೇಶಕರು ಪ್ರಕಟಣೆಯಲ್ಲಿ ತಿಳಿಸಿದ್ದಾರೆ. <box>766 1217 932 1374</box>
masthead-day: Sunday <box>14 33 64 47</box>
story7-headline <box>594 820 932 880</box>
